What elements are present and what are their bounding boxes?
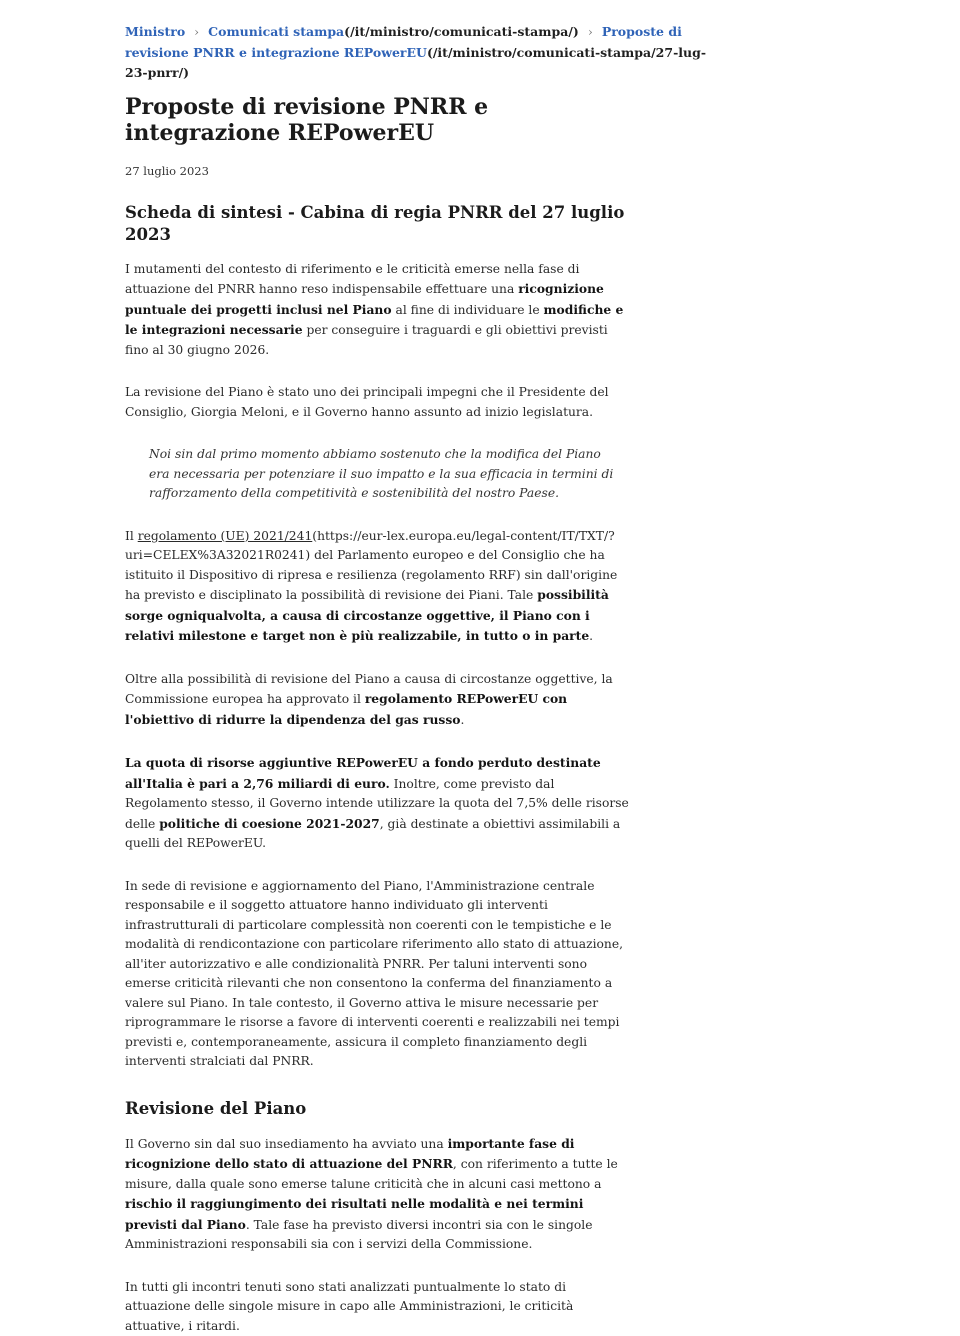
breadcrumb-separator: › [185,24,208,39]
breadcrumb-current-url: (/it/ministro/comunicati-stampa/27-lug-23-pnrr/) [125,45,706,81]
breadcrumb-comunicati-link[interactable]: Comunicati stampa [208,24,344,39]
paragraph: La quota di risorse aggiuntive REPowerEU a fondo perduto destinate all'Italia è pari a 2,76 miliardi di euro. Inoltre, come previsto dal Regolamento stesso, il Governo intende utilizzare la quota del 7,5% delle risorse delle politiche di coesione 2021-2027, già destinate a obiettivi assimilabili a quelli del REPowerEU. [125,753,630,854]
regolamento-url: (https://eur-lex.europa.eu/legal-content/IT/TXT/?uri=CELEX%3A32021R0241) [125,529,615,563]
breadcrumb-separator: › [579,24,602,39]
publication-date: 27 luglio 2023 [125,164,710,178]
section-heading-sintesi: Scheda di sintesi - Cabina di regia PNRR del 27 luglio 2023 [125,202,625,246]
paragraph: Oltre alla possibilità di revisione del Piano a causa di circostanze oggettive, la Commissione europea ha approvato il regolamento REPowerEU con l'obiettivo di ridurre la dipendenza del gas russo. [125,670,630,731]
paragraph: In sede di revisione e aggiornamento del Piano, l'Amministrazione centrale responsabile e il soggetto attuatore hanno individuato gli interventi infrastrutturali di particolare complessità non coerenti con le tempistiche e le modalità di rendicontazione con particolare riferimento allo stato di attuazione, all'iter autorizzativo e alle condizionalità PNRR. Per taluni interventi sono emerse criticità rilevanti che non consentono la conferma del finanziamento a valere sul Piano. In tale contesto, il Governo attiva le misure necessarie per riprogrammare le risorse a favore di interventi coerenti e realizzabili nei tempi previsti e, contemporaneamente, assicura il completo finanziamento degli interventi stralciati dal PNRR. [125,877,630,1072]
breadcrumb-current-link[interactable]: Proposte di revisione PNRR e integrazione REPowerEU [125,24,682,60]
blockquote: Noi sin dal primo momento abbiamo sostenuto che la modifica del Piano era necessaria per potenziare il suo impatto e la sua efficacia in termini di rafforzamento della competitività e sostenibilità del nostro Paese. [149,445,619,504]
paragraph: I mutamenti del contesto di riferimento e le criticità emerse nella fase di attuazione del PNRR hanno reso indispensabile effettuare una ricognizione puntuale dei progetti inclusi nel Piano al fine di individuare le modifiche e le integrazioni necessarie per conseguire i traguardi e gli obiettivi previsti fino al 30 giugno 2026. [125,260,630,361]
section-heading-revisione: Revisione del Piano [125,1098,625,1120]
paragraph: In tutti gli incontri tenuti sono stati analizzati puntualmente lo stato di attuazione delle singole misure in capo alle Amministrazioni, le criticità attuative, i ritardi. [125,1278,630,1336]
article [125,22,710,1336]
breadcrumb-comunicati-url: (/it/ministro/comunicati-stampa/) [344,24,579,39]
page-title: Proposte di revisione PNRR e integrazione REPowerEU [125,94,625,146]
regolamento-link[interactable]: regolamento (UE) 2021/241 [138,529,313,543]
breadcrumb [125,22,710,84]
breadcrumb-ministro-link[interactable]: Ministro [125,24,185,39]
paragraph: Il regolamento (UE) 2021/241(https://eur-lex.europa.eu/legal-content/IT/TXT/?uri=CELEX%3A32021R0241) del Parlamento europeo e del Consiglio che ha istituito il Dispositivo di ripresa e resilienza (regolamento RRF) sin dall'origine ha previsto e disciplinato la possibilità di revisione dei Piani. Tale possibilità sorge ogniqualvolta, a causa di circostanze oggettive, il Piano con i relativi milestone e target non è più realizzabile, in tutto o in parte. [125,527,630,647]
paragraph: La revisione del Piano è stato uno dei principali impegni che il Presidente del Consiglio, Giorgia Meloni, e il Governo hanno assunto ad inizio legislatura. [125,383,630,422]
paragraph: Il Governo sin dal suo insediamento ha avviato una importante fase di ricognizione dello stato di attuazione del PNRR, con riferimento a tutte le misure, dalla quale sono emerse talune criticità che in alcuni casi mettono a rischio il raggiungimento dei risultati nelle modalità e nei termini previsti dal Piano. Tale fase ha previsto diversi incontri sia con le singole Amministrazioni responsabili sia con i servizi della Commissione. [125,1134,630,1255]
